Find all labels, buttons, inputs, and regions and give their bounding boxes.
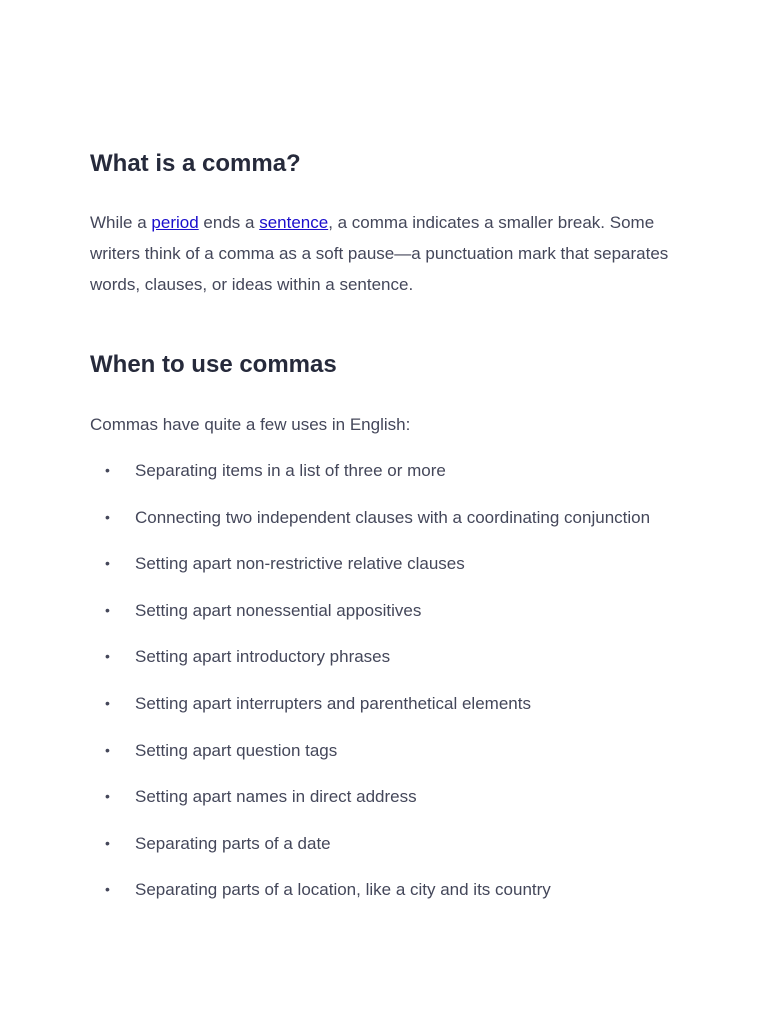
list-item: [90, 595, 690, 642]
list-item: [90, 828, 690, 875]
intro-text-3: , a comma indicates a smaller break. Some writers think of a comma as a soft pause—a punctuation mark that separates words, clauses, or ideas within a sentence.: [90, 213, 669, 294]
comma-uses-list: [90, 455, 690, 921]
list-item: [90, 502, 690, 549]
bullet-icon: •: [105, 462, 110, 478]
list-item: [90, 548, 690, 595]
list-item-text: Setting apart interrupters and parenthetical elements: [135, 693, 531, 713]
list-item: [90, 688, 690, 735]
list-item: [90, 455, 690, 502]
list-item-text: Separating parts of a location, like a city and its country: [135, 880, 551, 900]
intro-text-2: ends a: [198, 213, 260, 232]
list-item: [90, 781, 690, 828]
list-item-text: Setting apart introductory phrases: [135, 647, 391, 667]
list-item: [90, 874, 690, 921]
heading-when-to-use-commas: When to use commas: [90, 351, 337, 378]
bullet-icon: •: [105, 788, 110, 805]
bullet-icon: •: [105, 601, 110, 618]
bullet-icon: •: [105, 881, 110, 898]
heading-what-is-a-comma: What is a comma?: [90, 150, 301, 177]
bullet-icon: •: [105, 741, 110, 758]
list-item-text: Separating parts of a date: [135, 833, 331, 853]
list-item-text: Setting apart non-restrictive relative clauses: [135, 554, 465, 574]
bullet-icon: •: [105, 508, 110, 525]
list-item-text: Setting apart question tags: [135, 740, 338, 760]
list-item-text: Connecting two independent clauses with a coordinating conjunction: [135, 507, 651, 527]
list-item-text: Setting apart names in direct address: [135, 787, 417, 807]
period-link[interactable]: period: [151, 213, 199, 232]
intro-paragraph: [90, 207, 680, 300]
bullet-icon: •: [105, 648, 110, 665]
bullet-icon: •: [105, 555, 110, 572]
sentence-link[interactable]: sentence: [259, 213, 329, 232]
list-item-text: Setting apart nonessential appositives: [135, 600, 422, 620]
bullet-icon: •: [105, 834, 110, 851]
list-item-text: Separating items in a list of three or more: [135, 461, 446, 480]
list-item: [90, 735, 690, 782]
uses-lead-paragraph: Commas have quite a few uses in English:: [90, 415, 411, 434]
intro-text-1: While a: [90, 213, 152, 232]
list-item: [90, 641, 690, 688]
bullet-icon: •: [105, 694, 110, 711]
